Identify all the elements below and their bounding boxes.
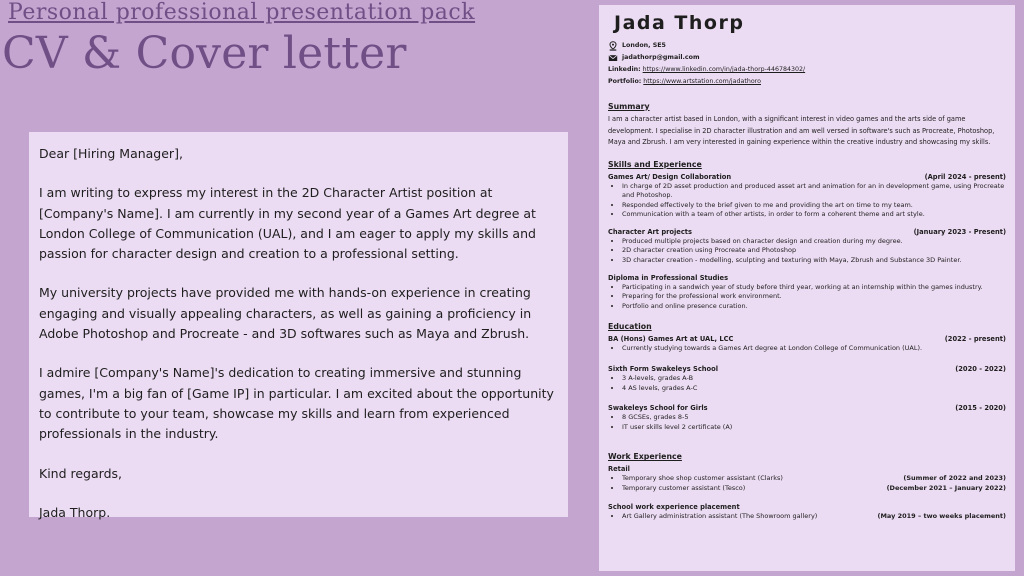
location-text: London, SE5 [622, 42, 666, 50]
list-item: • In charge of 2D asset production and produced asset art and animation for an in development game, using Procreate and Photoshop. [622, 182, 1006, 201]
entry-title: Sixth Form Swakeleys School [608, 365, 719, 374]
job-text: • Temporary shoe shop customer assistant (Clarks) [622, 474, 783, 483]
cover-letter [29, 132, 568, 520]
entry-date: (January 2023 - Present) [913, 227, 1006, 236]
education-entry [608, 364, 1006, 393]
letter-paragraph: I admire [Company's Name]'s dedication to creating immersive and stunning games, I'm a big fan of [Game IP] in particular. I am excited about the opportunity to contribute to your team, showcase my skills and learn from experienced professionals in the industry. [39, 365, 554, 442]
job-date: (December 2021 – January 2022) [886, 484, 1006, 492]
list-item: • 8 GCSEs, grades 8-5 [622, 413, 1006, 423]
entry-title: Diploma in Professional Studies [608, 273, 729, 282]
job-date: (May 2019 – two weeks placement) [877, 511, 1006, 520]
list-item: • Preparing for the professional work environment. [622, 292, 1006, 302]
summary-heading: Summary [608, 102, 650, 111]
list-item [622, 512, 1006, 522]
contact-linkedin [608, 64, 1006, 76]
entry-title: Swakeleys School for Girls [608, 404, 708, 413]
list-item: • 4 AS levels, grades A-C [622, 384, 1006, 394]
skills-entry [608, 273, 1006, 312]
location-pin-icon [608, 41, 618, 51]
letter-salutation: Dear [Hiring Manager], [39, 146, 183, 161]
email-text: jadathorp@gmail.com [622, 54, 700, 62]
education-entry [608, 403, 1006, 432]
list-item: • Currently studying towards a Games Art degree at London College of Communication (UAL). [622, 344, 1006, 354]
pack-subtitle: Personal professional presentation pack [8, 0, 476, 25]
linkedin-link[interactable]: https://www.linkedin.com/in/jada-thorp-446784302/ [642, 66, 806, 74]
list-item: • Portfolio and online presence curation. [622, 302, 1006, 312]
entry-date: (2020 - 2022) [955, 365, 1006, 374]
education-heading: Education [608, 322, 652, 332]
education-entry [608, 334, 1006, 354]
work-entry [608, 464, 1006, 493]
list-item: • IT user skills level 2 certificate (A) [622, 423, 1006, 433]
entry-title: School work experience placement [608, 502, 740, 511]
entry-title: BA (Hons) Games Art at UAL, LCC [608, 335, 734, 344]
skills-entry [608, 172, 1006, 220]
contact-email [608, 52, 1006, 64]
page-title: CV & Cover letter [2, 28, 407, 79]
list-item: • 3 A-levels, grades A-B [622, 374, 1006, 384]
entry-title: Character Art projects [608, 227, 692, 236]
cv-name: Jada Thorp [614, 12, 745, 34]
entry-date: (2015 - 2020) [955, 404, 1006, 413]
list-item: • 3D character creation - modelling, sculpting and texturing with Maya, Zbrush and Substance 3D Painter. [622, 256, 1006, 266]
job-date: (Summer of 2022 and 2023) [903, 474, 1006, 483]
portfolio-link[interactable]: https://www.artstation.com/jadathoro [643, 78, 761, 86]
list-item: • Produced multiple projects based on character design and creation during my degree. [622, 237, 1006, 247]
list-item [622, 484, 1006, 494]
contact-portfolio [608, 76, 1006, 88]
summary-text: I am a character artist based in London, with a significant interest in video games and the arts side of game development. I specialise in 2D character illustration and am well versed in software's such as Procreate, Photoshop, Maya and Zbrush. I am very interested in gaining experience within the creative industry and showcasing my skills. [608, 115, 995, 146]
entry-date: (2022 - present) [944, 335, 1006, 344]
list-item: • Communication with a team of other artists, in order to form a coherent theme and art style. [622, 210, 1006, 220]
linkedin-label: Linkedin: [608, 66, 641, 74]
job-text: • Temporary customer assistant (Tesco) [622, 484, 746, 492]
list-item [622, 474, 1006, 484]
list-item: • 2D character creation using Procreate and Photoshop [622, 246, 1006, 256]
portfolio-label: Portfolio: [608, 78, 642, 86]
skills-entry [608, 227, 1006, 266]
entry-title: Games Art/ Design Collaboration [608, 172, 732, 181]
work-heading: Work Experience [608, 452, 682, 462]
letter-paragraph: My university projects have provided me with hands-on experience in creating engaging and visually appealing characters, as well as gaining a proficiency in Adobe Photoshop and Procreate - and 3D softwares such as Maya and Zbrush. [39, 285, 532, 342]
entry-date: (April 2024 - present) [924, 172, 1006, 181]
skills-heading: Skills and Experience [608, 159, 702, 169]
job-text: • Art Gallery administration assistant (The Showroom gallery) [622, 511, 818, 520]
cv-document [599, 5, 1015, 571]
work-entry [608, 502, 1006, 522]
list-item: • Participating in a sandwich year of study before third year, working at an internship within the games industry. [622, 283, 1006, 293]
letter-signature: Jada Thorp. [39, 504, 111, 520]
entry-title: Retail [608, 465, 630, 474]
list-item: • Responded effectively to the brief given to me and providing the art on time to my team. [622, 201, 1006, 211]
letter-paragraph: I am writing to express my interest in the 2D Character Artist position at [Company's Name]. I am currently in my second year of a Games Art degree at London College of Communication (UAL), and I am eager to apply my skills and passion for character design and creation to a professional setting. [39, 185, 536, 262]
envelope-icon [608, 53, 618, 63]
letter-signoff: Kind regards, [39, 465, 122, 481]
contact-location [608, 40, 1006, 52]
